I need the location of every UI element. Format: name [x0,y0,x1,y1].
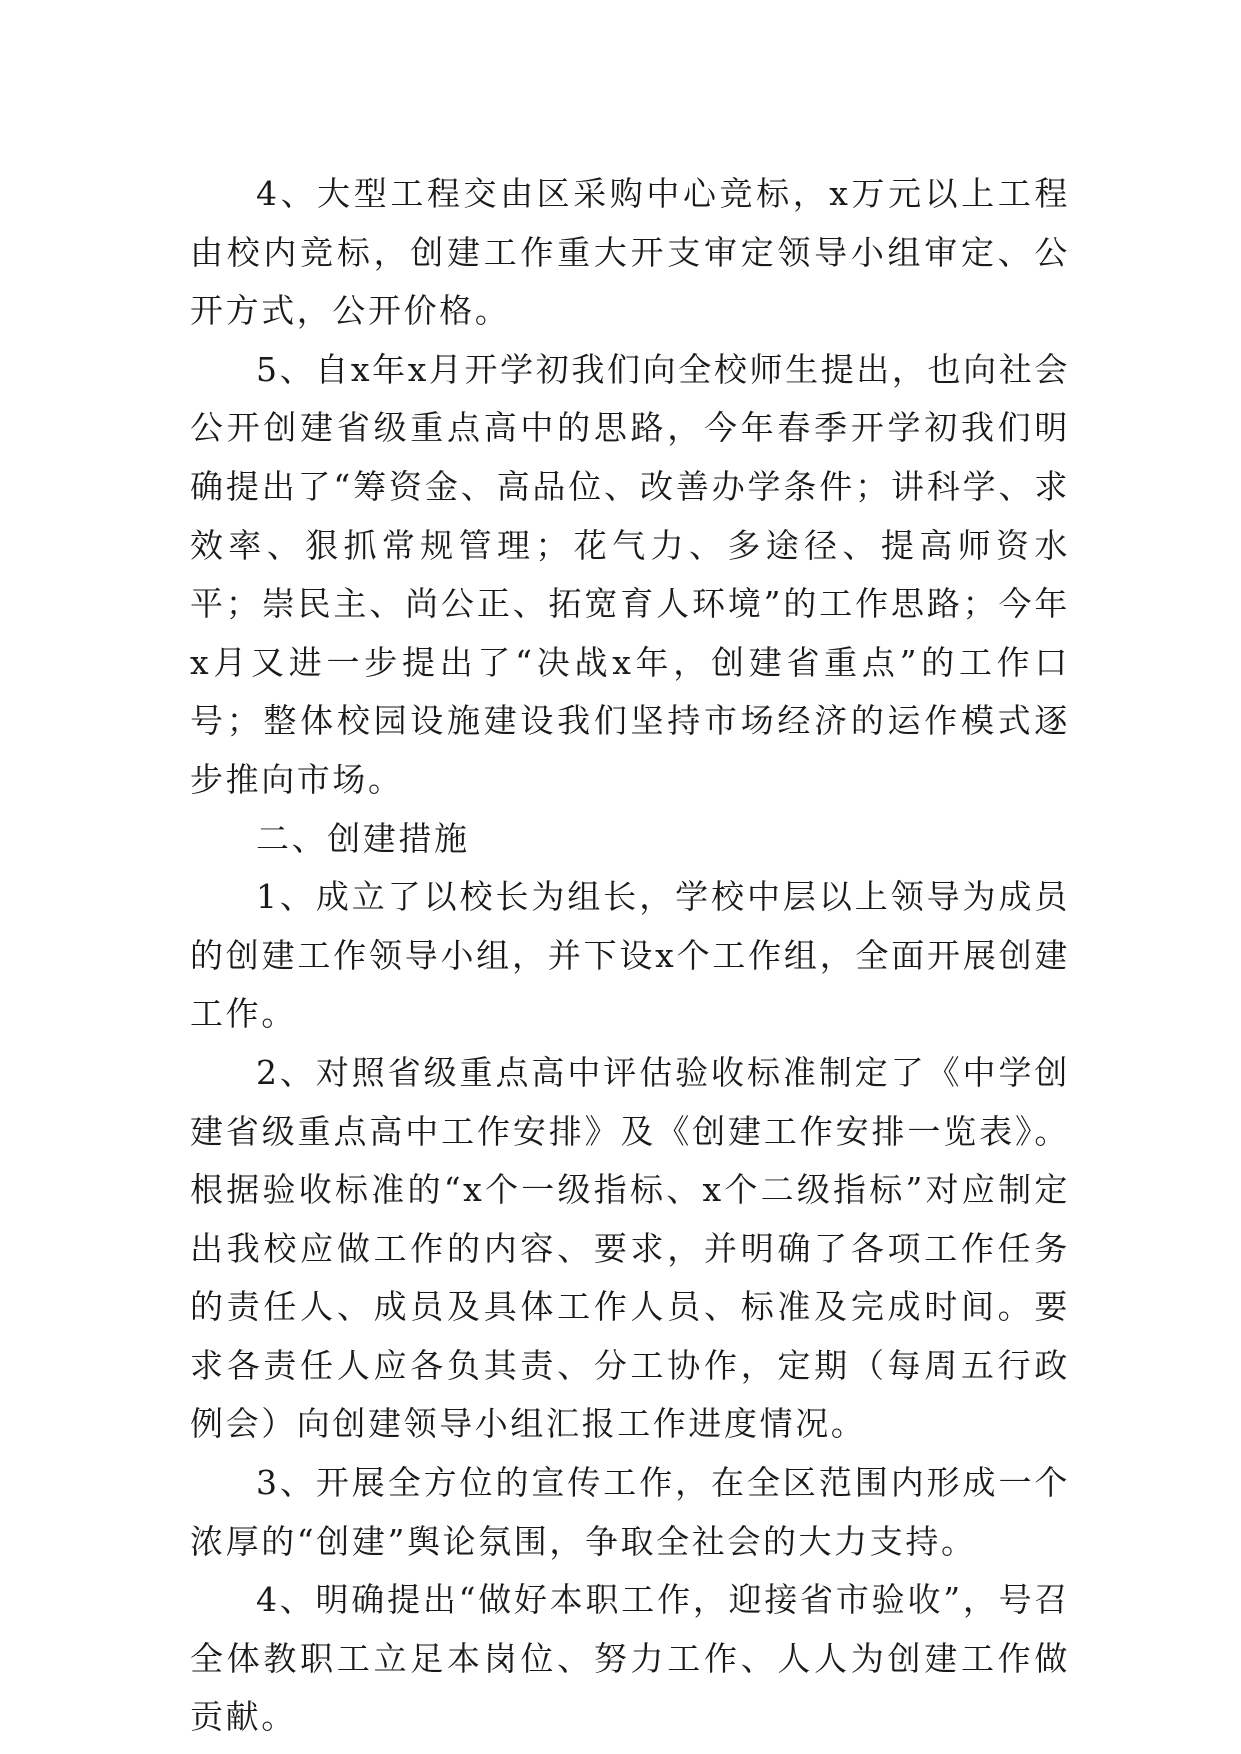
paragraph-measure-4: 4、明确提出“做好本职工作，迎接省市验收”，号召全体教职工立足本岗位、努力工作、人人为创建工作做贡献。 [190,1580,1070,1737]
document-body [190,165,1070,1747]
paragraph-measure-3: 3、开展全方位的宣传工作，在全区范围内形成一个浓厚的“创建”舆论氛围，争取全社会的大力支持。 [190,1463,1070,1561]
section-heading-measures: 二、创建措施 [256,818,470,858]
paragraph-measure-1: 1、成立了以校长为组长，学校中层以上领导为成员的创建工作领导小组，并下设x个工作组，全面开展创建工作。 [190,877,1070,1034]
paragraph-item-5-approach: 5、自x年x月开学初我们向全校师生提出，也向社会公开创建省级重点高中的思路，今年春季开学初我们明确提出了“筹资金、高品位、改善办学条件；讲科学、求效率、狠抓常规管理；花气力、多途径、提高师资水平；崇民主、尚公正、拓宽育人环境”的工作思路；今年x月又进一步提出了“决战x年，创建省重点”的工作口号；整体校园设施建设我们坚持市场经济的运作模式逐步推向市场。 [190,349,1070,799]
paragraph-measure-2: 2、对照省级重点高中评估验收标准制定了《中学创建省级重点高中工作安排》及《创建工作安排一览表》。根据验收标准的“x个一级指标、x个二级指标”对应制定出我校应做工作的内容、要求，并明确了各项工作任务的责任人、成员及具体工作人员、标准及完成时间。要求各责任人应各负其责、分工协作，定期（每周五行政例会）向创建领导小组汇报工作进度情况。 [190,1052,1070,1444]
paragraph-item-4-bidding: 4、大型工程交由区采购中心竞标，x万元以上工程由校内竞标，创建工作重大开支审定领导小组审定、公开方式，公开价格。 [190,174,1070,331]
